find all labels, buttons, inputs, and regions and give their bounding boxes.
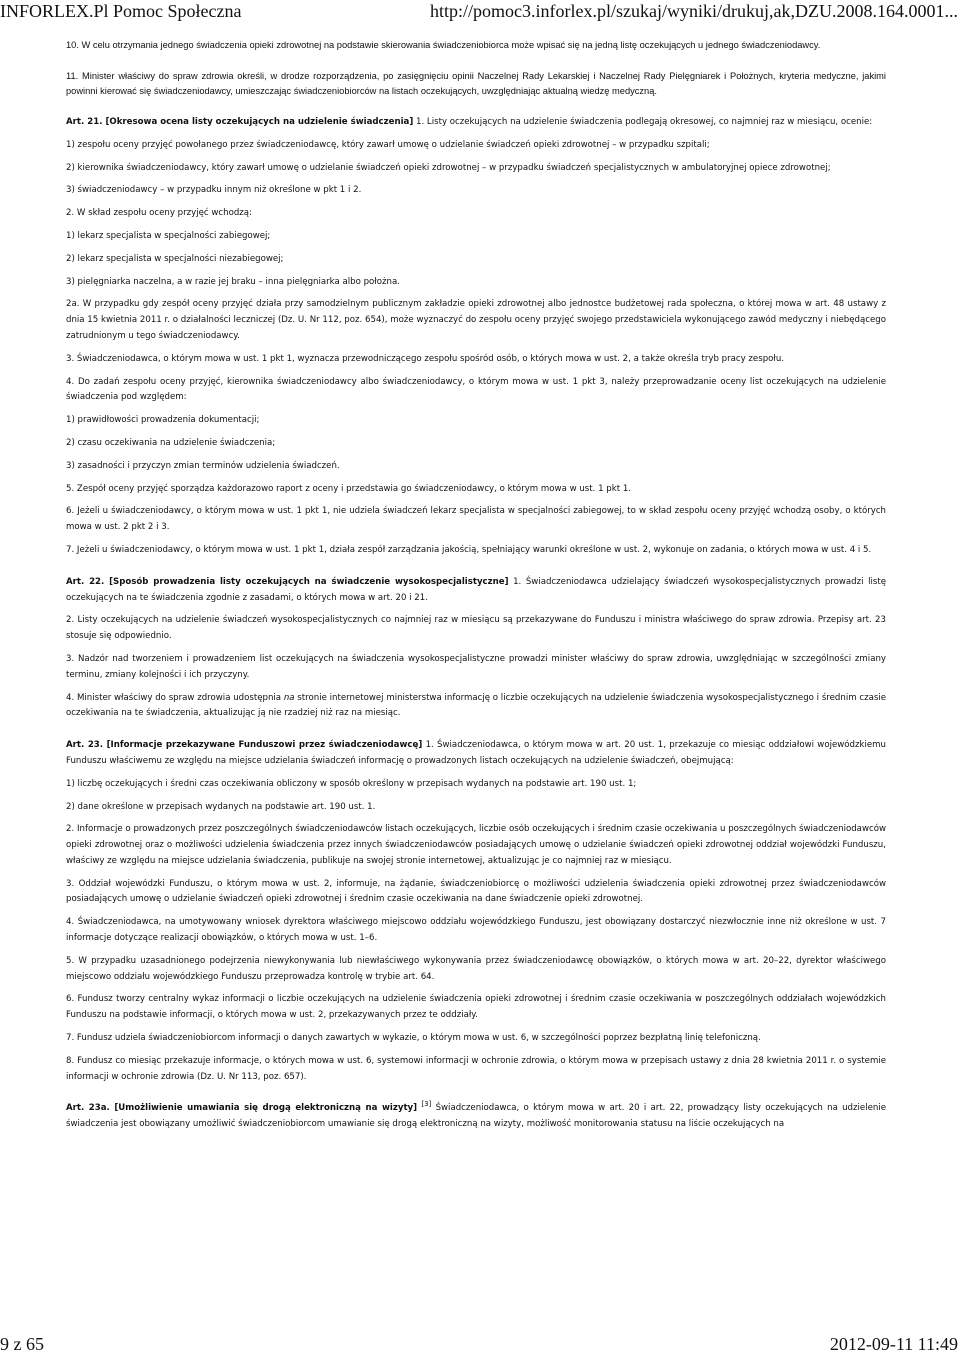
page-number: 9 z 65 bbox=[0, 1334, 44, 1354]
art23a-intro bbox=[66, 1101, 886, 1133]
document-body bbox=[66, 38, 886, 1140]
art22-p3: 3. Nadzór nad tworzeniem i prowadzeniem list oczekujących na świadczenia wysokospecjalistyczne prowadzi minister właściwy do spraw zdrowia, uwzględniając w szczególności zmiany terminu, zmiany kolejności i ich przyczyny. bbox=[66, 653, 886, 680]
art21-p5: 5. Zespół oceny przyjęć sporządza każdorazowo raport z oceny i przedstawia go świadczeniodawcy, o którym mowa w ust. 1 pkt 1. bbox=[66, 483, 632, 494]
art21-2-2: 2) lekarz specjalista w specjalności niezabiegowej; bbox=[66, 253, 284, 264]
header-title: INFORLEX.Pl Pomoc Społeczna bbox=[0, 1, 242, 21]
art21-4-2: 2) czasu oczekiwania na udzielenie świadczenia; bbox=[66, 437, 276, 448]
paragraph-10: 10. W celu otrzymania jednego świadczenia opieki zdrowotnej na podstawie skierowania świadczeniobiorca może wpisać się na jedną listę oczekujących u jednego świadczeniodawcy. bbox=[66, 40, 821, 50]
art23-p8: 8. Fundusz co miesiąc przekazuje informacje, o których mowa w ust. 6, systemowi informacji w ochronie zdrowia, o którym mowa w przepisach ustawy z dnia 28 kwietnia 2011 r. o systemie informacji w ochronie zdrowia (Dz. U. Nr 113, poz. 657). bbox=[66, 1055, 886, 1082]
art23-p5: 5. W przypadku uzasadnionego podejrzenia niewykonywania lub niewłaściwego wykonywania przez świadczeniodawcę obowiązków, o których mowa w art. 20–22, dyrektor właściwego miejscowo oddziału wojewódzkiego Funduszu przeprowadza kontrolę w trybie art. 64. bbox=[66, 955, 886, 982]
art23-1-2: 2) dane określone w przepisach wydanych na podstawie art. 190 ust. 1. bbox=[66, 801, 376, 812]
paragraph-11: 11. Minister właściwy do spraw zdrowia określi, w drodze rozporządzenia, po zasięgnięciu opinii Naczelnej Rady Lekarskiej i Naczelnej Rady Pielęgniarek i Położnych, kryteria medyczne, jakimi powinni kierować się świadczeniodawcy, umieszczając świadczeniobiorców na listach oczekujących, uwzględniając aktualną wiedzę medyczną. bbox=[66, 71, 886, 96]
art21-4-1: 1) prawidłowości prowadzenia dokumentacji; bbox=[66, 415, 260, 426]
art21-4-3: 3) zasadności i przyczyn zmian terminów udzielenia świadczeń. bbox=[66, 460, 340, 471]
art22-p4-italic: na bbox=[283, 692, 295, 703]
print-datetime: 2012-09-11 11:49 bbox=[829, 1334, 958, 1354]
art23-p7: 7. Fundusz udziela świadczeniobiorcom informacji o danych zawartych w wykazie, o którym mowa w ust. 6, w szczególności poprzez bezpłatną linię telefoniczną. bbox=[66, 1033, 761, 1044]
art21-p2: 2. W skład zespołu oceny przyjęć wchodzą: bbox=[66, 208, 252, 219]
art22-p1: 1. Świadczeniodawca udzielający świadczeń wysokospecjalistycznych prowadzi listę oczekujących na te świadczenia zgodnie z zasadami, o których mowa w art. 20 i 21. bbox=[66, 576, 886, 603]
print-header bbox=[0, 0, 960, 22]
art21-p3: 3. Świadczeniodawca, o którym mowa w ust. 1 pkt 1, wyznacza przewodniczącego zespołu spośród osób, o których mowa w ust. 2, a także określa tryb pracy zespołu. bbox=[66, 353, 785, 364]
art21-p2a: 2a. W przypadku gdy zespół oceny przyjęć działa przy samodzielnym publicznym zakładzie opieki zdrowotnej albo jednostce budżetowej rada społeczna, o której mowa w art. 48 ustawy z dnia 15 kwietnia 2011 r. o działalności leczniczej (Dz. U. Nr 112, poz. 654), może wyznaczyć do zespołu oceny przyjęć swojego przedstawiciela wykonującego zawód medyczny i niebędącego zatrudnionym u tego świadczeniodawcy. bbox=[66, 299, 886, 341]
art22-p4-text-a: 4. Minister właściwy do spraw zdrowia udostępnia bbox=[66, 692, 284, 703]
art21-p6: 6. Jeżeli u świadczeniodawcy, o którym mowa w ust. 1 pkt 1, nie udziela świadczeń lekarz specjalista w specjalności zabiegowej, to w skład zespołu oceny przyjęć wchodzą osoby, o których mowa w ust. 2 pkt 2 i 3. bbox=[66, 506, 886, 533]
art22-p4-text-b: stronie internetowej ministerstwa informację o liczbie oczekujących na udzielenie świadczenia wysokospecjalistycznego i średnim czasie oczekiwania na te świadczenia, aktualizując ją nie rzadziej niż raz na miesiąc. bbox=[66, 692, 886, 719]
art23-intro bbox=[66, 738, 886, 770]
footnote-ref[interactable]: [3] bbox=[421, 1100, 432, 1109]
art21-2-1: 1) lekarz specjalista w specjalności zabiegowej; bbox=[66, 230, 271, 241]
art21-intro bbox=[66, 115, 886, 131]
art22-p2: 2. Listy oczekujących na udzielenie świadczeń wysokospecjalistycznych co najmniej raz w miesiącu są przekazywane do Funduszu i ministra właściwego do spraw zdrowia. Przepisy art. 23 stosuje się odpowiednio. bbox=[66, 615, 886, 642]
art23-p1: 1. Świadczeniodawca, o którym mowa w art. 20 ust. 1, przekazuje co miesiąc oddziałowi wojewódzkiemu Funduszu właściwemu ze względu na miejsce udzielania świadczeń informację o prowadzonych listach oczekujących na udzielenie świadczeń, obejmującą: bbox=[66, 740, 886, 766]
art23-1-1: 1) liczbę oczekujących i średni czas oczekiwania obliczony w sposób określony w przepisach wydanych na podstawie art. 190 ust. 1; bbox=[66, 778, 637, 789]
art23-p6: 6. Fundusz tworzy centralny wykaz informacji o liczbie oczekujących na udzielenie świadczenia opieki zdrowotnej i średnim czasie oczekiwania w poszczególnych oddziałach wojewódzkich Funduszu na podstawie informacji, o których mowa w ust. 2, przekazywanych przez te oddziały. bbox=[66, 994, 886, 1021]
art21-1-2: 2) kierownika świadczeniodawcy, który zawarł umowę o udzielanie świadczeń opieki zdrowotnej – w przypadku świadczeń specjalistycznych w ambulatoryjnej opiece zdrowotnej; bbox=[66, 162, 831, 173]
art21-2-3: 3) pielęgniarka naczelna, a w razie jej braku – inna pielęgniarka albo położna. bbox=[66, 276, 400, 287]
art21-1-1: 1) zespołu oceny przyjęć powołanego przez świadczeniodawcę, który zawarł umowę o udzielanie świadczeń opieki zdrowotnej – w przypadku szpitali; bbox=[66, 139, 710, 150]
art23a-p1: Świadczeniodawca, o którym mowa w art. 20 i art. 22, prowadzący listy oczekujących na udzielenie świadczenia jest obowiązany umożliwić świadczeniobiorcom umawianie się drogą elektroniczną na wizyty, możliwość monitorowania statusu na liście oczekujących na bbox=[66, 1103, 886, 1130]
art23-heading: Art. 23. [Informacje przekazywane Funduszowi przez świadczeniodawcę] bbox=[66, 740, 423, 751]
art21-1-3: 3) świadczeniodawcy – w przypadku innym niż określone w pkt 1 i 2. bbox=[66, 185, 362, 196]
art22-p4 bbox=[66, 691, 886, 723]
art21-p4: 4. Do zadań zespołu oceny przyjęć, kierownika świadczeniodawcy albo świadczeniodawcy, o którym mowa w ust. 1 pkt 3, należy przeprowadzanie oceny list oczekujących na udzielenie świadczenia pod względem: bbox=[66, 376, 886, 403]
art23a-heading: Art. 23a. [Umożliwienie umawiania się drogą elektroniczną na wizyty] bbox=[66, 1103, 418, 1114]
header-url: http://pomoc3.inforlex.pl/szukaj/wyniki/drukuj,ak,DZU.2008.164.0001... bbox=[430, 1, 958, 21]
art23-p2: 2. Informacje o prowadzonych przez poszczególnych świadczeniodawców listach oczekujących, liczbie osób oczekujących i średnim czasie oczekiwania u poszczególnych świadczeniodawców opieki zdrowotnej oraz o możliwości udzielenia świadczenia przez innych świadczeniodawców posiadających umowę o udzielanie świadczeń opieki zdrowotnej oddział wojewódzki Funduszu, właściwy ze względu na miejsce udzielania świadczenia, publikuje na swojej stronie internetowej, aktualizując je co najmniej raz w miesiącu. bbox=[66, 824, 886, 866]
art21-p7: 7. Jeżeli u świadczeniodawcy, o którym mowa w ust. 1 pkt 1, działa zespół zarządzania jakością, spełniający warunki określone w ust. 2, wykonuje on zadania, o których mowa w ust. 4 i 5. bbox=[66, 544, 872, 555]
art23-p4: 4. Świadczeniodawca, na umotywowany wniosek dyrektora właściwego miejscowo oddziału wojewódzkiego Funduszu, jest obowiązany dostarczyć niezwłocznie inne niż określone w ust. 7 informacje dotyczące realizacji obowiązków, o których mowa w ust. 1–6. bbox=[66, 917, 886, 944]
art21-heading: Art. 21. [Okresowa ocena listy oczekujących na udzielenie świadczenia] bbox=[66, 117, 414, 127]
art21-p1: 1. Listy oczekujących na udzielenie świadczenia podlegają okresowej, co najmniej raz w miesiącu, ocenie: bbox=[413, 117, 873, 127]
art23-p3: 3. Oddział wojewódzki Funduszu, o którym mowa w ust. 2, informuje, na żądanie, świadczeniobiorcę o możliwości udzielenia świadczenia opieki zdrowotnej przez świadczeniodawców posiadających umowę o udzielanie świadczeń opieki zdrowotnej i średnim czasie oczekiwania na dane świadczenie opieki zdrowotnej. bbox=[66, 878, 886, 905]
art22-heading: Art. 22. [Sposób prowadzenia listy oczekujących na świadczenie wysokospecjalistyczne] bbox=[66, 576, 509, 587]
art22-intro bbox=[66, 575, 886, 607]
print-footer bbox=[0, 1333, 960, 1357]
